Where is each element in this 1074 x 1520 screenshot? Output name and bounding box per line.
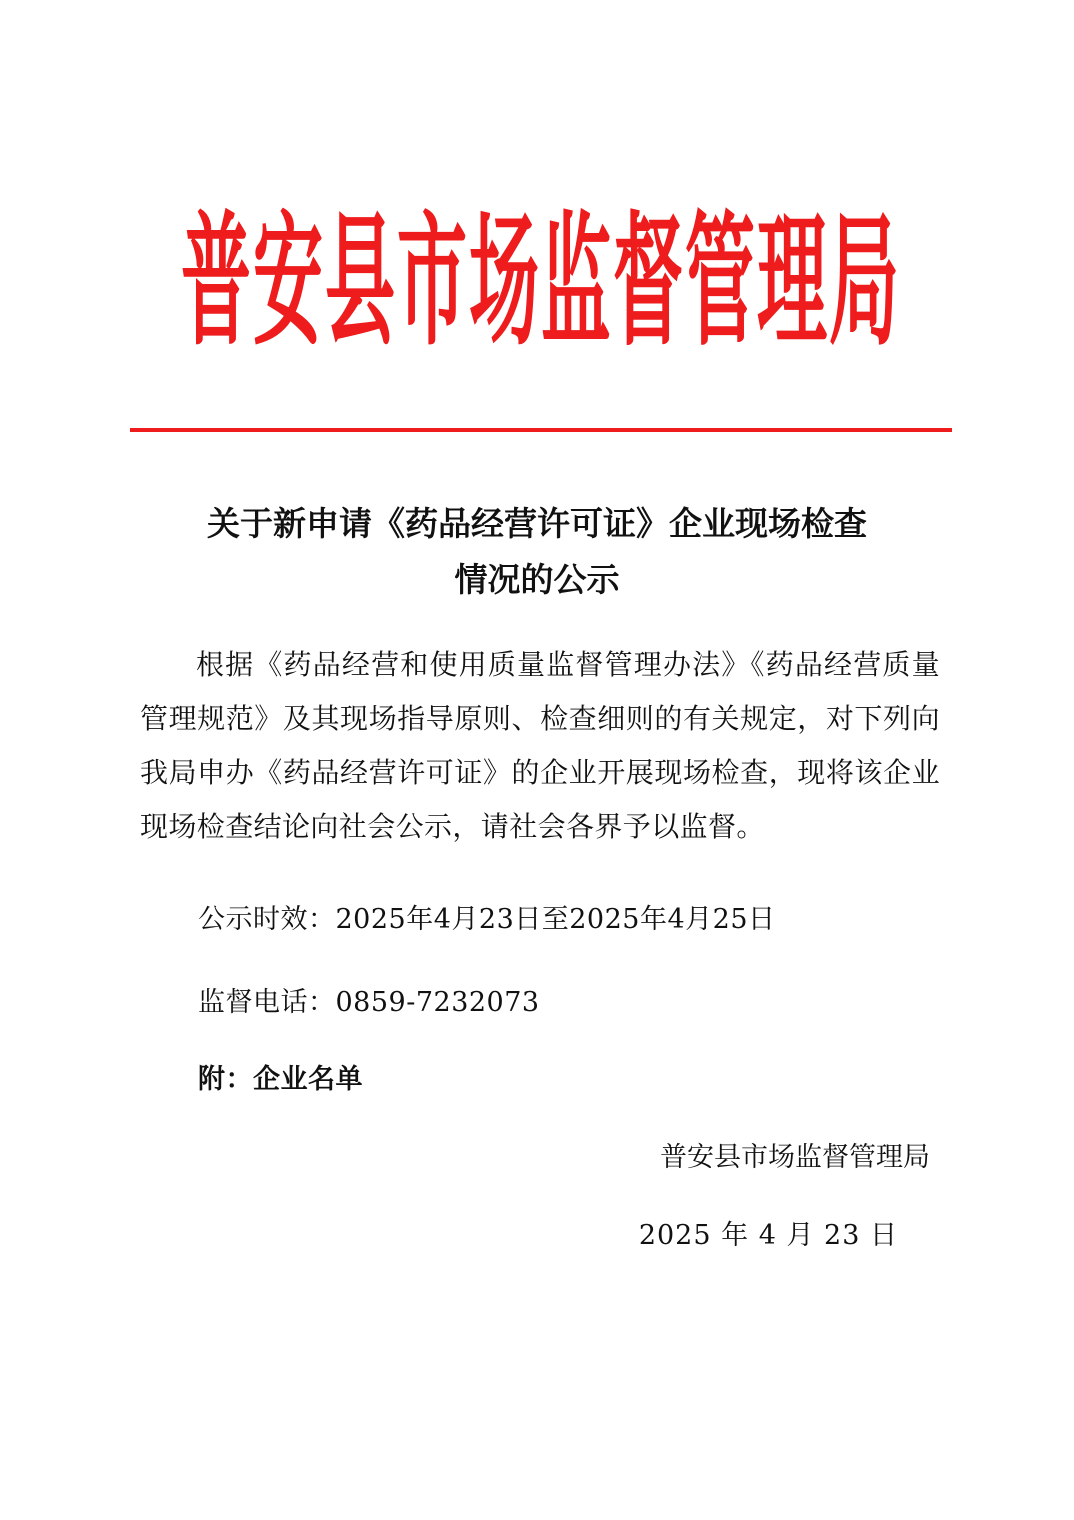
agency-masthead (130, 170, 952, 370)
signature-date: 2025 年 4 月 23 日 (638, 1220, 898, 1251)
body-paragraph: 根据《药品经营和使用质量监督管理办法》《药品经营质量管理规范》及其现场指导原则、检查细则的有关规定，对下列向我局申办《药品经营许可证》的企业开展现场检查，现将该企业现场检查结论向社会公示，请社会各界予以监督。 (140, 648, 940, 843)
signature-organization: 普安县市场监督管理局 (660, 1142, 930, 1173)
red-divider-line (130, 428, 952, 432)
document-title-line-2: 情况的公示 (454, 560, 620, 599)
document-title-line-1: 关于新申请《药品经营许可证》企业现场检查 (207, 504, 867, 543)
agency-masthead-text: 普安县市场监督管理局 (181, 197, 901, 366)
publicity-period: 公示时效：2025年4月23日至2025年4月25日 (198, 904, 776, 935)
attachment-label: 附：企业名单 (198, 1064, 363, 1095)
supervision-phone: 监督电话：0859-7232073 (198, 987, 540, 1018)
document-title (100, 496, 974, 608)
